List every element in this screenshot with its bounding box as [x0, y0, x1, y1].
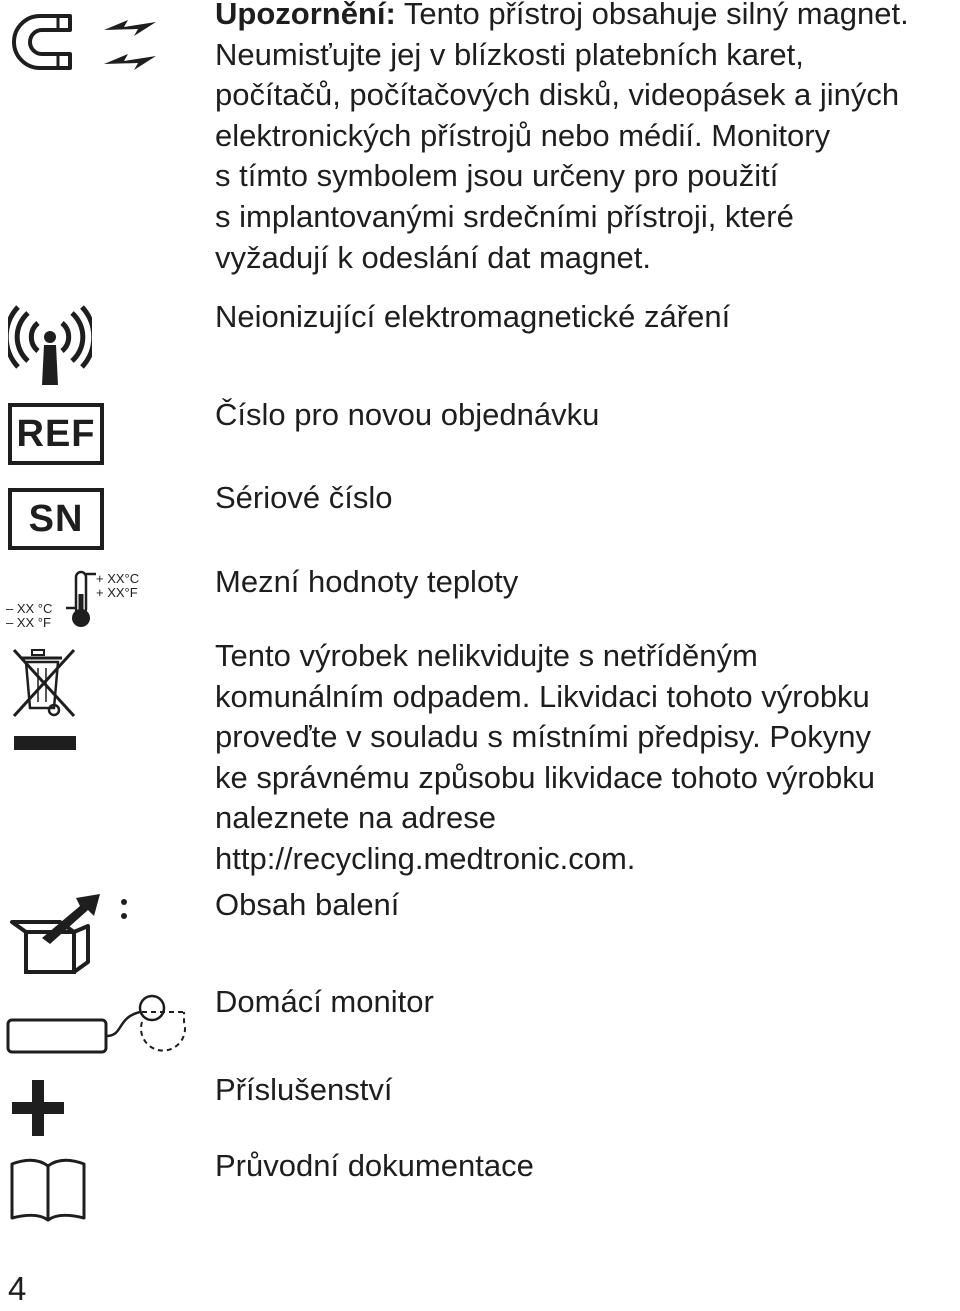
- warning-heading-rest: Tento přístroj obsahuje silný magnet.: [395, 0, 909, 31]
- text-line: Mezní hodnoty teploty: [215, 564, 519, 599]
- temp-lower-c: – XX °C: [6, 601, 53, 616]
- serial-number-icon: [8, 488, 104, 550]
- ref-text: [215, 395, 950, 436]
- text-line: Tento výrobek nelikvidujte s netříděným: [215, 638, 758, 673]
- package-contents-icon: [8, 888, 128, 976]
- text-line: proveďte v souladu s místními předpisy. Pokyny: [215, 719, 871, 755]
- weee-disposal-text: [215, 636, 950, 880]
- sn-icon-text: SN: [28, 497, 84, 540]
- package-contents-text: [215, 885, 950, 926]
- ref-icon: [8, 403, 104, 465]
- home-monitor-text: [215, 982, 950, 1023]
- text-line: Průvodní dokumentace: [215, 1148, 534, 1183]
- text-line: Neionizující elektromagnetické záření: [215, 299, 731, 334]
- page-number: 4: [8, 1270, 27, 1307]
- text-line: Číslo pro novou objednávku: [215, 397, 600, 432]
- weee-crossed-bin-icon: [10, 646, 80, 754]
- text-line: Příslušenství: [215, 1072, 393, 1107]
- text-line: naleznete na adrese: [215, 800, 496, 836]
- text-line: Obsah balení: [215, 887, 400, 922]
- temperature-limit-text: [215, 562, 950, 603]
- text-line: s tímto symbolem jsou určeny pro použití: [215, 158, 779, 194]
- accessories-text: [215, 1070, 950, 1111]
- non-ionizing-radiation-text: [215, 297, 950, 338]
- text-line: elektronických přístrojů nebo médií. Monitory: [215, 117, 831, 153]
- warning-label: Upozornění:: [215, 0, 396, 31]
- temperature-limit-icon: [6, 566, 156, 634]
- text-line: Sériové číslo: [215, 480, 393, 515]
- home-monitor-icon: [6, 990, 192, 1062]
- temp-upper-f: + XX°F: [96, 585, 138, 600]
- text-line: Domácí monitor: [215, 984, 434, 1019]
- text-line: počítačů, počítačových disků, videopásek a jiných: [215, 77, 900, 113]
- ref-icon-text: REF: [16, 412, 96, 455]
- non-ionizing-radiation-icon: [8, 305, 92, 387]
- documentation-book-icon: [8, 1158, 88, 1222]
- magnet-warning-text: [215, 0, 950, 278]
- text-line: ke správnému způsobu likvidace tohoto výrobku: [215, 759, 875, 795]
- serial-number-text: [215, 478, 950, 519]
- temp-lower-f: – XX °F: [6, 615, 51, 630]
- documentation-text: [215, 1146, 950, 1187]
- recycling-url: http://recycling.medtronic.com.: [215, 840, 636, 876]
- text-line: komunálním odpadem. Likvidaci tohoto výrobku: [215, 678, 870, 714]
- text-line: s implantovanými srdečními přístroji, které: [215, 198, 794, 234]
- magnet-icon: [8, 8, 160, 78]
- thermometer-icon: [64, 566, 100, 630]
- magnet-warning-heading: [215, 0, 950, 35]
- text-line: Neumisťujte jej v blízkosti platebních karet,: [215, 36, 804, 72]
- temp-upper-c: + XX°C: [96, 571, 140, 586]
- text-line: vyžadují k odeslání dat magnet.: [215, 239, 651, 275]
- accessories-plus-icon: [12, 1080, 64, 1136]
